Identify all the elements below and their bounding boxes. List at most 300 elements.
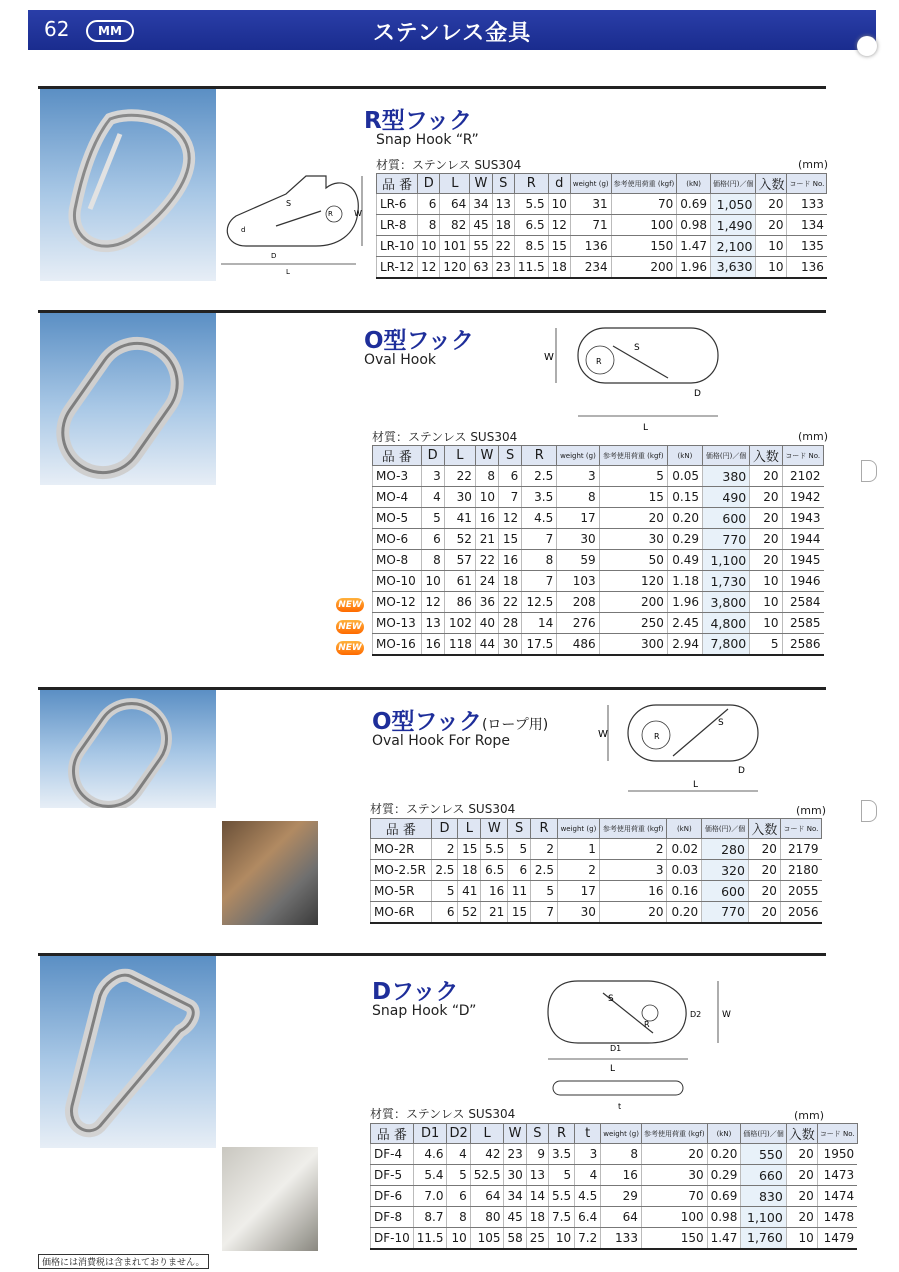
spec-cell: 3.5 [549, 1144, 575, 1165]
spec-cell: 61 [444, 571, 475, 592]
new-badge: NEW [336, 598, 364, 612]
spec-cell: 4,800 [702, 613, 749, 634]
spec-table-oval-hook [372, 445, 824, 656]
spec-cell: 12.5 [522, 592, 557, 613]
spec-cell: 16 [499, 550, 522, 571]
spec-cell: 20 [748, 860, 780, 881]
column-header: コード No. [780, 819, 821, 839]
material-note: 材質：ステンレス SUS304 [370, 1107, 516, 1121]
table-row [373, 634, 824, 655]
spec-cell: 770 [702, 902, 749, 923]
spec-cell: 2586 [782, 634, 824, 655]
product-title: R型フック [364, 108, 473, 134]
spec-cell: 20 [786, 1144, 817, 1165]
spec-cell: 1.96 [677, 257, 711, 278]
column-header: D1 [413, 1124, 447, 1144]
spec-cell: 17.5 [522, 634, 557, 655]
spec-cell: 18 [548, 257, 570, 278]
spec-cell: 30 [557, 529, 599, 550]
diagram-label-w: W [598, 729, 608, 740]
spec-table-d-hook [370, 1123, 858, 1250]
column-header: 参考使用荷重 (kgf) [611, 174, 677, 194]
oval-hook-image [40, 313, 216, 485]
column-header: 価格(円)／個 [702, 446, 749, 466]
table-row [371, 881, 822, 902]
diagram-label-w: W [354, 209, 362, 218]
product-subtitle: Oval Hook For Rope [372, 733, 510, 749]
product-code-cell: DF-8 [371, 1207, 414, 1228]
spec-cell: 133 [601, 1228, 642, 1249]
spec-cell: 12 [418, 257, 440, 278]
spec-table-r-hook [376, 173, 827, 279]
spec-cell: 10 [549, 1228, 575, 1249]
spec-cell: 2.5 [431, 860, 458, 881]
spec-cell: 103 [557, 571, 599, 592]
spec-cell: 6.5 [481, 860, 508, 881]
spec-cell: 18 [492, 215, 514, 236]
spec-cell: 8 [522, 550, 557, 571]
material-note: 材質：ステンレス SUS304 [370, 802, 516, 816]
spec-cell: 1473 [817, 1165, 857, 1186]
page-header [28, 10, 876, 50]
spec-cell: 12 [548, 215, 570, 236]
spec-cell: 0.49 [667, 550, 702, 571]
spec-cell: 10 [750, 592, 782, 613]
table-row [371, 1144, 858, 1165]
spec-cell: 16 [481, 881, 508, 902]
spec-cell: 486 [557, 634, 599, 655]
spec-cell: 6 [421, 529, 444, 550]
table-row [373, 487, 824, 508]
spec-cell: 5.5 [481, 839, 508, 860]
product-code-cell: MO-2R [371, 839, 432, 860]
spec-cell: 2179 [780, 839, 821, 860]
spec-cell: 4.5 [575, 1186, 601, 1207]
spec-cell: 2.45 [667, 613, 702, 634]
spec-cell: 30 [504, 1165, 526, 1186]
diagram-label-r: R [644, 1020, 650, 1029]
column-header: 価格(円)／個 [702, 819, 749, 839]
spec-cell: 20 [750, 550, 782, 571]
spec-cell: 15 [548, 236, 570, 257]
spec-cell: 45 [504, 1207, 526, 1228]
diagram-label-s: S [718, 718, 724, 728]
spec-cell: 71 [570, 215, 611, 236]
spec-cell: 36 [475, 592, 498, 613]
d-hook-image [40, 956, 216, 1148]
product-code-cell: MO-16 [373, 634, 422, 655]
spec-cell: 1943 [782, 508, 824, 529]
table-row [373, 529, 824, 550]
table-row [377, 194, 827, 215]
spec-cell: 5 [531, 881, 558, 902]
spec-cell: 5 [508, 839, 531, 860]
diagram-label-t: t [618, 1102, 622, 1111]
spec-cell: 0.03 [667, 860, 702, 881]
spec-cell: 20 [748, 839, 780, 860]
column-header: weight (g) [557, 819, 599, 839]
spec-cell: 7.5 [549, 1207, 575, 1228]
d-hook-diagram [538, 971, 748, 1111]
spec-cell: 136 [787, 257, 827, 278]
spec-cell: 58 [504, 1228, 526, 1249]
spec-cell: 16 [475, 508, 498, 529]
spec-cell: 14 [526, 1186, 548, 1207]
rope-hook-usage-photo [222, 821, 318, 925]
product-code-cell: MO-10 [373, 571, 422, 592]
diagram-label-d2: D2 [690, 1010, 702, 1019]
product-title [372, 703, 548, 736]
spec-cell: 8 [557, 487, 599, 508]
spec-cell: 30 [599, 529, 667, 550]
table-row [377, 215, 827, 236]
spec-cell: 7 [522, 571, 557, 592]
spec-cell: 770 [702, 529, 749, 550]
table-row [373, 613, 824, 634]
spec-cell: 18 [458, 860, 481, 881]
table-row [371, 1186, 858, 1207]
spec-cell: 18 [499, 571, 522, 592]
oval-hook-diagram [538, 318, 728, 433]
spec-cell: 20 [750, 508, 782, 529]
spec-cell: 120 [440, 257, 470, 278]
spec-cell: 21 [481, 902, 508, 923]
spec-cell: 2,100 [711, 236, 756, 257]
spec-cell: 1,100 [702, 550, 749, 571]
spec-cell: 1950 [817, 1144, 857, 1165]
spec-cell: 42 [470, 1144, 504, 1165]
column-header: 参考使用荷重 (kgf) [599, 819, 667, 839]
spec-cell: 276 [557, 613, 599, 634]
column-header: 品 番 [371, 1124, 414, 1144]
product-code-cell: LR-8 [377, 215, 418, 236]
spec-cell: 29 [601, 1186, 642, 1207]
spec-cell: 133 [787, 194, 827, 215]
spec-cell: 57 [444, 550, 475, 571]
spec-table-rope-hook [370, 818, 822, 924]
product-code-cell: MO-12 [373, 592, 422, 613]
spec-cell: 0.20 [667, 902, 702, 923]
table-row [371, 1165, 858, 1186]
spec-cell: 0.69 [707, 1186, 741, 1207]
tax-footnote: 価格には消費税は含まれておりません。 [38, 1254, 209, 1269]
column-header: 入数 [748, 819, 780, 839]
spec-cell: 30 [499, 634, 522, 655]
column-header: (kN) [677, 174, 711, 194]
spec-cell: 2 [531, 839, 558, 860]
column-header: 入数 [756, 174, 787, 194]
column-header: d [548, 174, 570, 194]
diagram-label-s: S [634, 343, 640, 353]
spec-cell: 600 [702, 881, 749, 902]
spec-cell: 2.5 [531, 860, 558, 881]
spec-cell: 22 [492, 236, 514, 257]
spec-cell: 6 [508, 860, 531, 881]
spec-cell: 5.5 [514, 194, 548, 215]
spec-cell: 15 [599, 487, 667, 508]
section-d-hook [38, 953, 855, 1253]
spec-cell: 118 [444, 634, 475, 655]
column-header: R [531, 819, 558, 839]
spec-cell: 55 [470, 236, 492, 257]
spec-cell: 10 [756, 236, 787, 257]
spec-cell: 200 [599, 592, 667, 613]
page-number: 62 [44, 17, 70, 41]
spec-cell: 9 [526, 1144, 548, 1165]
brand-logo: MM [86, 20, 134, 42]
spec-cell: 5 [431, 881, 458, 902]
table-row [371, 902, 822, 923]
spec-cell: 7 [499, 487, 522, 508]
column-header: S [526, 1124, 548, 1144]
product-code-cell: DF-10 [371, 1228, 414, 1249]
spec-cell: 2 [557, 860, 599, 881]
diagram-label-l: L [643, 423, 649, 433]
spec-cell: 52 [458, 902, 481, 923]
spec-cell: 4 [447, 1144, 470, 1165]
spec-cell: 44 [475, 634, 498, 655]
product-subtitle: Snap Hook “R” [376, 132, 479, 148]
spec-cell: 3,630 [711, 257, 756, 278]
spec-cell: 0.98 [707, 1207, 741, 1228]
spec-cell: 20 [750, 487, 782, 508]
spec-cell: 17 [557, 508, 599, 529]
spec-cell: 8 [601, 1144, 642, 1165]
spec-cell: 20 [599, 902, 667, 923]
spec-cell: 1.47 [707, 1228, 741, 1249]
diagram-label-d: D [271, 252, 277, 260]
spec-cell: 5 [421, 508, 444, 529]
spec-cell: 22 [499, 592, 522, 613]
spec-cell: 6 [447, 1186, 470, 1207]
spec-cell: 11 [508, 881, 531, 902]
spec-cell: 25 [526, 1228, 548, 1249]
spec-cell: 12 [421, 592, 444, 613]
spec-cell: 1942 [782, 487, 824, 508]
spec-cell: 1,730 [702, 571, 749, 592]
table-row [373, 592, 824, 613]
column-header: L [444, 446, 475, 466]
spec-cell: 20 [750, 529, 782, 550]
spec-cell: 101 [440, 236, 470, 257]
spec-cell: 10 [475, 487, 498, 508]
spec-cell: 234 [570, 257, 611, 278]
section-oval-hook-rope [38, 687, 826, 932]
spec-cell: 380 [702, 466, 749, 487]
spec-cell: 100 [641, 1207, 707, 1228]
column-header: 品 番 [377, 174, 418, 194]
unit-note: (mm) [796, 804, 827, 817]
spec-cell: 4.6 [413, 1144, 447, 1165]
spec-cell: 64 [601, 1207, 642, 1228]
spec-cell: 1945 [782, 550, 824, 571]
spec-cell: 6 [499, 466, 522, 487]
table-row [377, 257, 827, 278]
rope-hook-diagram [598, 701, 788, 801]
spec-cell: 320 [702, 860, 749, 881]
spec-cell: 82 [440, 215, 470, 236]
spec-cell: 250 [599, 613, 667, 634]
column-header: コード No. [782, 446, 824, 466]
spec-cell: 2 [431, 839, 458, 860]
binder-tab-mark [861, 460, 877, 482]
spec-cell: 134 [787, 215, 827, 236]
spec-cell: 28 [499, 613, 522, 634]
diagram-label-d: D [694, 389, 701, 399]
spec-cell: 0.20 [707, 1144, 741, 1165]
spec-cell: 1,100 [741, 1207, 786, 1228]
column-header: L [458, 819, 481, 839]
product-title: O型フック [364, 328, 474, 354]
spec-cell: 550 [741, 1144, 786, 1165]
column-header: W [475, 446, 498, 466]
spec-cell: 4 [575, 1165, 601, 1186]
spec-cell: 10 [750, 571, 782, 592]
spec-cell: 8 [418, 215, 440, 236]
spec-cell: 3 [599, 860, 667, 881]
spec-cell: 20 [786, 1186, 817, 1207]
spec-cell: 64 [470, 1186, 504, 1207]
spec-cell: 2.94 [667, 634, 702, 655]
spec-cell: 70 [641, 1186, 707, 1207]
spec-cell: 10 [750, 613, 782, 634]
column-header: W [504, 1124, 526, 1144]
product-code-cell: MO-5 [373, 508, 422, 529]
column-header: L [440, 174, 470, 194]
spec-cell: 11.5 [514, 257, 548, 278]
diagram-label-w: W [544, 352, 554, 363]
table-row [373, 466, 824, 487]
spec-cell: 70 [611, 194, 677, 215]
spec-cell: 22 [444, 466, 475, 487]
spec-cell: 3.5 [522, 487, 557, 508]
spec-cell: 5 [599, 466, 667, 487]
spec-cell: 16 [599, 881, 667, 902]
spec-cell: 136 [570, 236, 611, 257]
spec-cell: 10 [418, 236, 440, 257]
page-title: ステンレス金具 [373, 21, 532, 46]
spec-cell: 1946 [782, 571, 824, 592]
column-header: S [508, 819, 531, 839]
spec-cell: 17 [557, 881, 599, 902]
spec-cell: 135 [787, 236, 827, 257]
spec-cell: 10 [756, 257, 787, 278]
product-code-cell: LR-12 [377, 257, 418, 278]
spec-cell: 2180 [780, 860, 821, 881]
spec-cell: 5 [447, 1165, 470, 1186]
diagram-label-l: L [610, 1064, 616, 1074]
column-header: 価格(円)／個 [711, 174, 756, 194]
spec-cell: 2584 [782, 592, 824, 613]
column-header: 品 番 [371, 819, 432, 839]
spec-cell: 660 [741, 1165, 786, 1186]
r-hook-diagram [216, 166, 366, 276]
product-code-cell: DF-6 [371, 1186, 414, 1207]
spec-cell: 14 [522, 613, 557, 634]
column-header: (kN) [667, 819, 702, 839]
spec-cell: 10 [421, 571, 444, 592]
column-header: S [499, 446, 522, 466]
spec-cell: 24 [475, 571, 498, 592]
spec-cell: 13 [421, 613, 444, 634]
spec-cell: 208 [557, 592, 599, 613]
spec-cell: 7.2 [575, 1228, 601, 1249]
spec-cell: 7.0 [413, 1186, 447, 1207]
spec-cell: 5 [750, 634, 782, 655]
diagram-label-l: L [693, 780, 699, 790]
column-header: R [549, 1124, 575, 1144]
spec-cell: 0.20 [667, 508, 702, 529]
spec-cell: 80 [470, 1207, 504, 1228]
table-header-row [373, 446, 824, 466]
spec-cell: 1,490 [711, 215, 756, 236]
column-header: (kN) [707, 1124, 741, 1144]
section-r-hook [38, 86, 829, 286]
spec-cell: 0.29 [667, 529, 702, 550]
spec-cell: 0.15 [667, 487, 702, 508]
spec-cell: 34 [470, 194, 492, 215]
spec-cell: 52.5 [470, 1165, 504, 1186]
spec-cell: 490 [702, 487, 749, 508]
spec-cell: 5.5 [549, 1186, 575, 1207]
table-row [371, 839, 822, 860]
column-header: S [492, 174, 514, 194]
section-oval-hook [38, 310, 829, 665]
diagram-label-s: S [286, 199, 292, 208]
spec-cell: 13 [492, 194, 514, 215]
column-header: R [514, 174, 548, 194]
spec-cell: 0.16 [667, 881, 702, 902]
column-header: コード No. [817, 1124, 857, 1144]
column-header: t [575, 1124, 601, 1144]
product-code-cell: LR-6 [377, 194, 418, 215]
spec-cell: 13 [526, 1165, 548, 1186]
spec-cell: 6 [431, 902, 458, 923]
spec-cell: 20 [750, 466, 782, 487]
spec-cell: 16 [421, 634, 444, 655]
spec-cell: 8.5 [514, 236, 548, 257]
product-code-cell: DF-4 [371, 1144, 414, 1165]
table-row [377, 236, 827, 257]
spec-cell: 6.5 [514, 215, 548, 236]
product-title-suffix: (ロープ用) [481, 717, 549, 733]
diagram-label-r: R [596, 357, 602, 366]
d-hook-photo [40, 956, 216, 1148]
spec-cell: 21 [475, 529, 498, 550]
column-header: weight (g) [570, 174, 611, 194]
column-header: 価格(円)／個 [741, 1124, 786, 1144]
spec-cell: 1,760 [741, 1228, 786, 1249]
column-header: L [470, 1124, 504, 1144]
page-corner-decoration [857, 36, 877, 56]
unit-note: (mm) [798, 158, 829, 171]
spec-cell: 2056 [780, 902, 821, 923]
spec-cell: 63 [470, 257, 492, 278]
spec-cell: 4.5 [522, 508, 557, 529]
spec-cell: 2102 [782, 466, 824, 487]
spec-cell: 31 [570, 194, 611, 215]
column-header: W [481, 819, 508, 839]
diagram-label-d: D [738, 766, 745, 776]
spec-cell: 20 [786, 1207, 817, 1228]
product-code-cell: MO-6 [373, 529, 422, 550]
column-header: weight (g) [601, 1124, 642, 1144]
spec-cell: 1474 [817, 1186, 857, 1207]
spec-cell: 6.4 [575, 1207, 601, 1228]
spec-cell: 10 [447, 1228, 470, 1249]
spec-cell: 3,800 [702, 592, 749, 613]
column-header: 品 番 [373, 446, 422, 466]
